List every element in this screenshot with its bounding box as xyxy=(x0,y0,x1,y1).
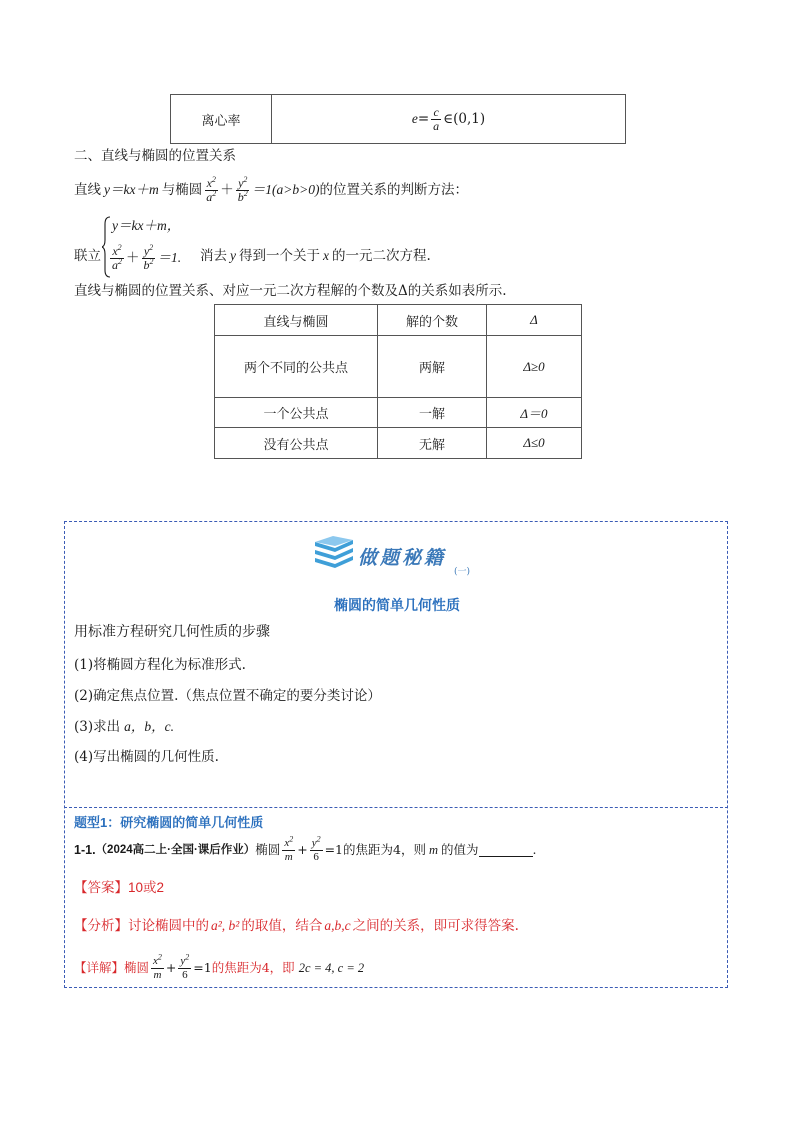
tips-step: (2)确定焦点位置.（焦点位置不确定的要分类讨论） xyxy=(74,688,381,704)
table-header-row xyxy=(215,305,582,336)
eccentricity-formula: e = $\frac{c}{a}$ ∈(0,1) xyxy=(411,104,486,133)
section-heading: 二、直线与椭圆的位置关系 xyxy=(74,148,236,164)
tips-title: 椭圆的简单几何性质 xyxy=(334,597,460,613)
tips-intro: 用标准方程研究几何性质的步骤 xyxy=(74,623,270,639)
answer-value: 10或2 xyxy=(128,880,165,895)
table-row xyxy=(215,336,582,398)
eccentricity-label: 离心率 xyxy=(171,95,272,143)
answer-tag: 【答案】 xyxy=(74,880,128,896)
table-cell: Δ＝0 xyxy=(487,398,582,428)
eccentricity-table xyxy=(170,94,626,144)
system-row-1: y＝kx＋m， xyxy=(112,218,181,233)
table-cell: 一解 xyxy=(378,398,487,428)
table-cell: 两个不同的公共点 xyxy=(215,336,378,398)
table-header: 直线与椭圆 xyxy=(215,305,378,336)
tips-step: (4)写出椭圆的几何性质. xyxy=(74,749,219,765)
relation-intro-line: 直线 y＝kx＋m 与椭圆 $\frac{x^2}{a^2}$ ＋ $\frac{y^2}{b^2}$ ＝1(a>b>0) 的位置关系的判断方法： xyxy=(74,174,468,204)
system-suffix: 消去 y 得到一个关于 x 的一元二次方程. xyxy=(200,248,431,264)
table-row xyxy=(215,428,582,459)
table-cell: 无解 xyxy=(378,428,487,459)
problem-statement: 1-1. （2024高二上·全国·课后作业） 椭圆 $\frac{x^2}{m}$ + $\frac{y^2}{6}$ =1 的焦距为4，则 m 的值为 . xyxy=(74,833,537,863)
relation-table xyxy=(214,304,582,459)
table-cell: 没有公共点 xyxy=(215,428,378,459)
tips-logo-text: 做题秘籍 xyxy=(358,547,447,569)
table-row xyxy=(215,398,582,428)
tips-logo-sub: (一) xyxy=(454,567,471,577)
table-cell: Δ≥0 xyxy=(487,336,582,398)
system-prefix: 联立 xyxy=(74,248,101,264)
problem-type-title: 题型1：研究椭圆的简单几何性质 xyxy=(74,815,264,830)
books-icon xyxy=(311,536,355,568)
table-cell: Δ≤0 xyxy=(487,428,582,459)
system-row-2: $\frac{x^2}{a^2}$ ＋ $\frac{y^2}{b^2}$ ＝1. xyxy=(112,242,182,272)
tips-step: (1)将椭圆方程化为标准形式. xyxy=(74,657,246,673)
table-header: 解的个数 xyxy=(378,305,487,336)
detail-line: 【详解】 椭圆 $\frac{x^2}{m}$ + $\frac{y^2}{6}$ =1 的焦距为4，即 2c = 4, c = 2 xyxy=(74,951,365,981)
answer-blank xyxy=(479,844,533,857)
tips-step: (3)求出 a，b，c. xyxy=(74,719,174,735)
relation-summary: 直线与椭圆的位置关系、对应一元二次方程解的个数及Δ的关系如表所示. xyxy=(74,283,507,299)
table-cell: 一个公共点 xyxy=(215,398,378,428)
table-header: Δ xyxy=(487,305,582,336)
tips-box-divider xyxy=(64,807,728,808)
table-cell: 两解 xyxy=(378,336,487,398)
analysis-line: 【分析】讨论椭圆中的 a², b² 的取值，结合 a,b,c 之间的关系，即可求得答案. xyxy=(74,918,519,934)
answer-line xyxy=(74,879,164,897)
